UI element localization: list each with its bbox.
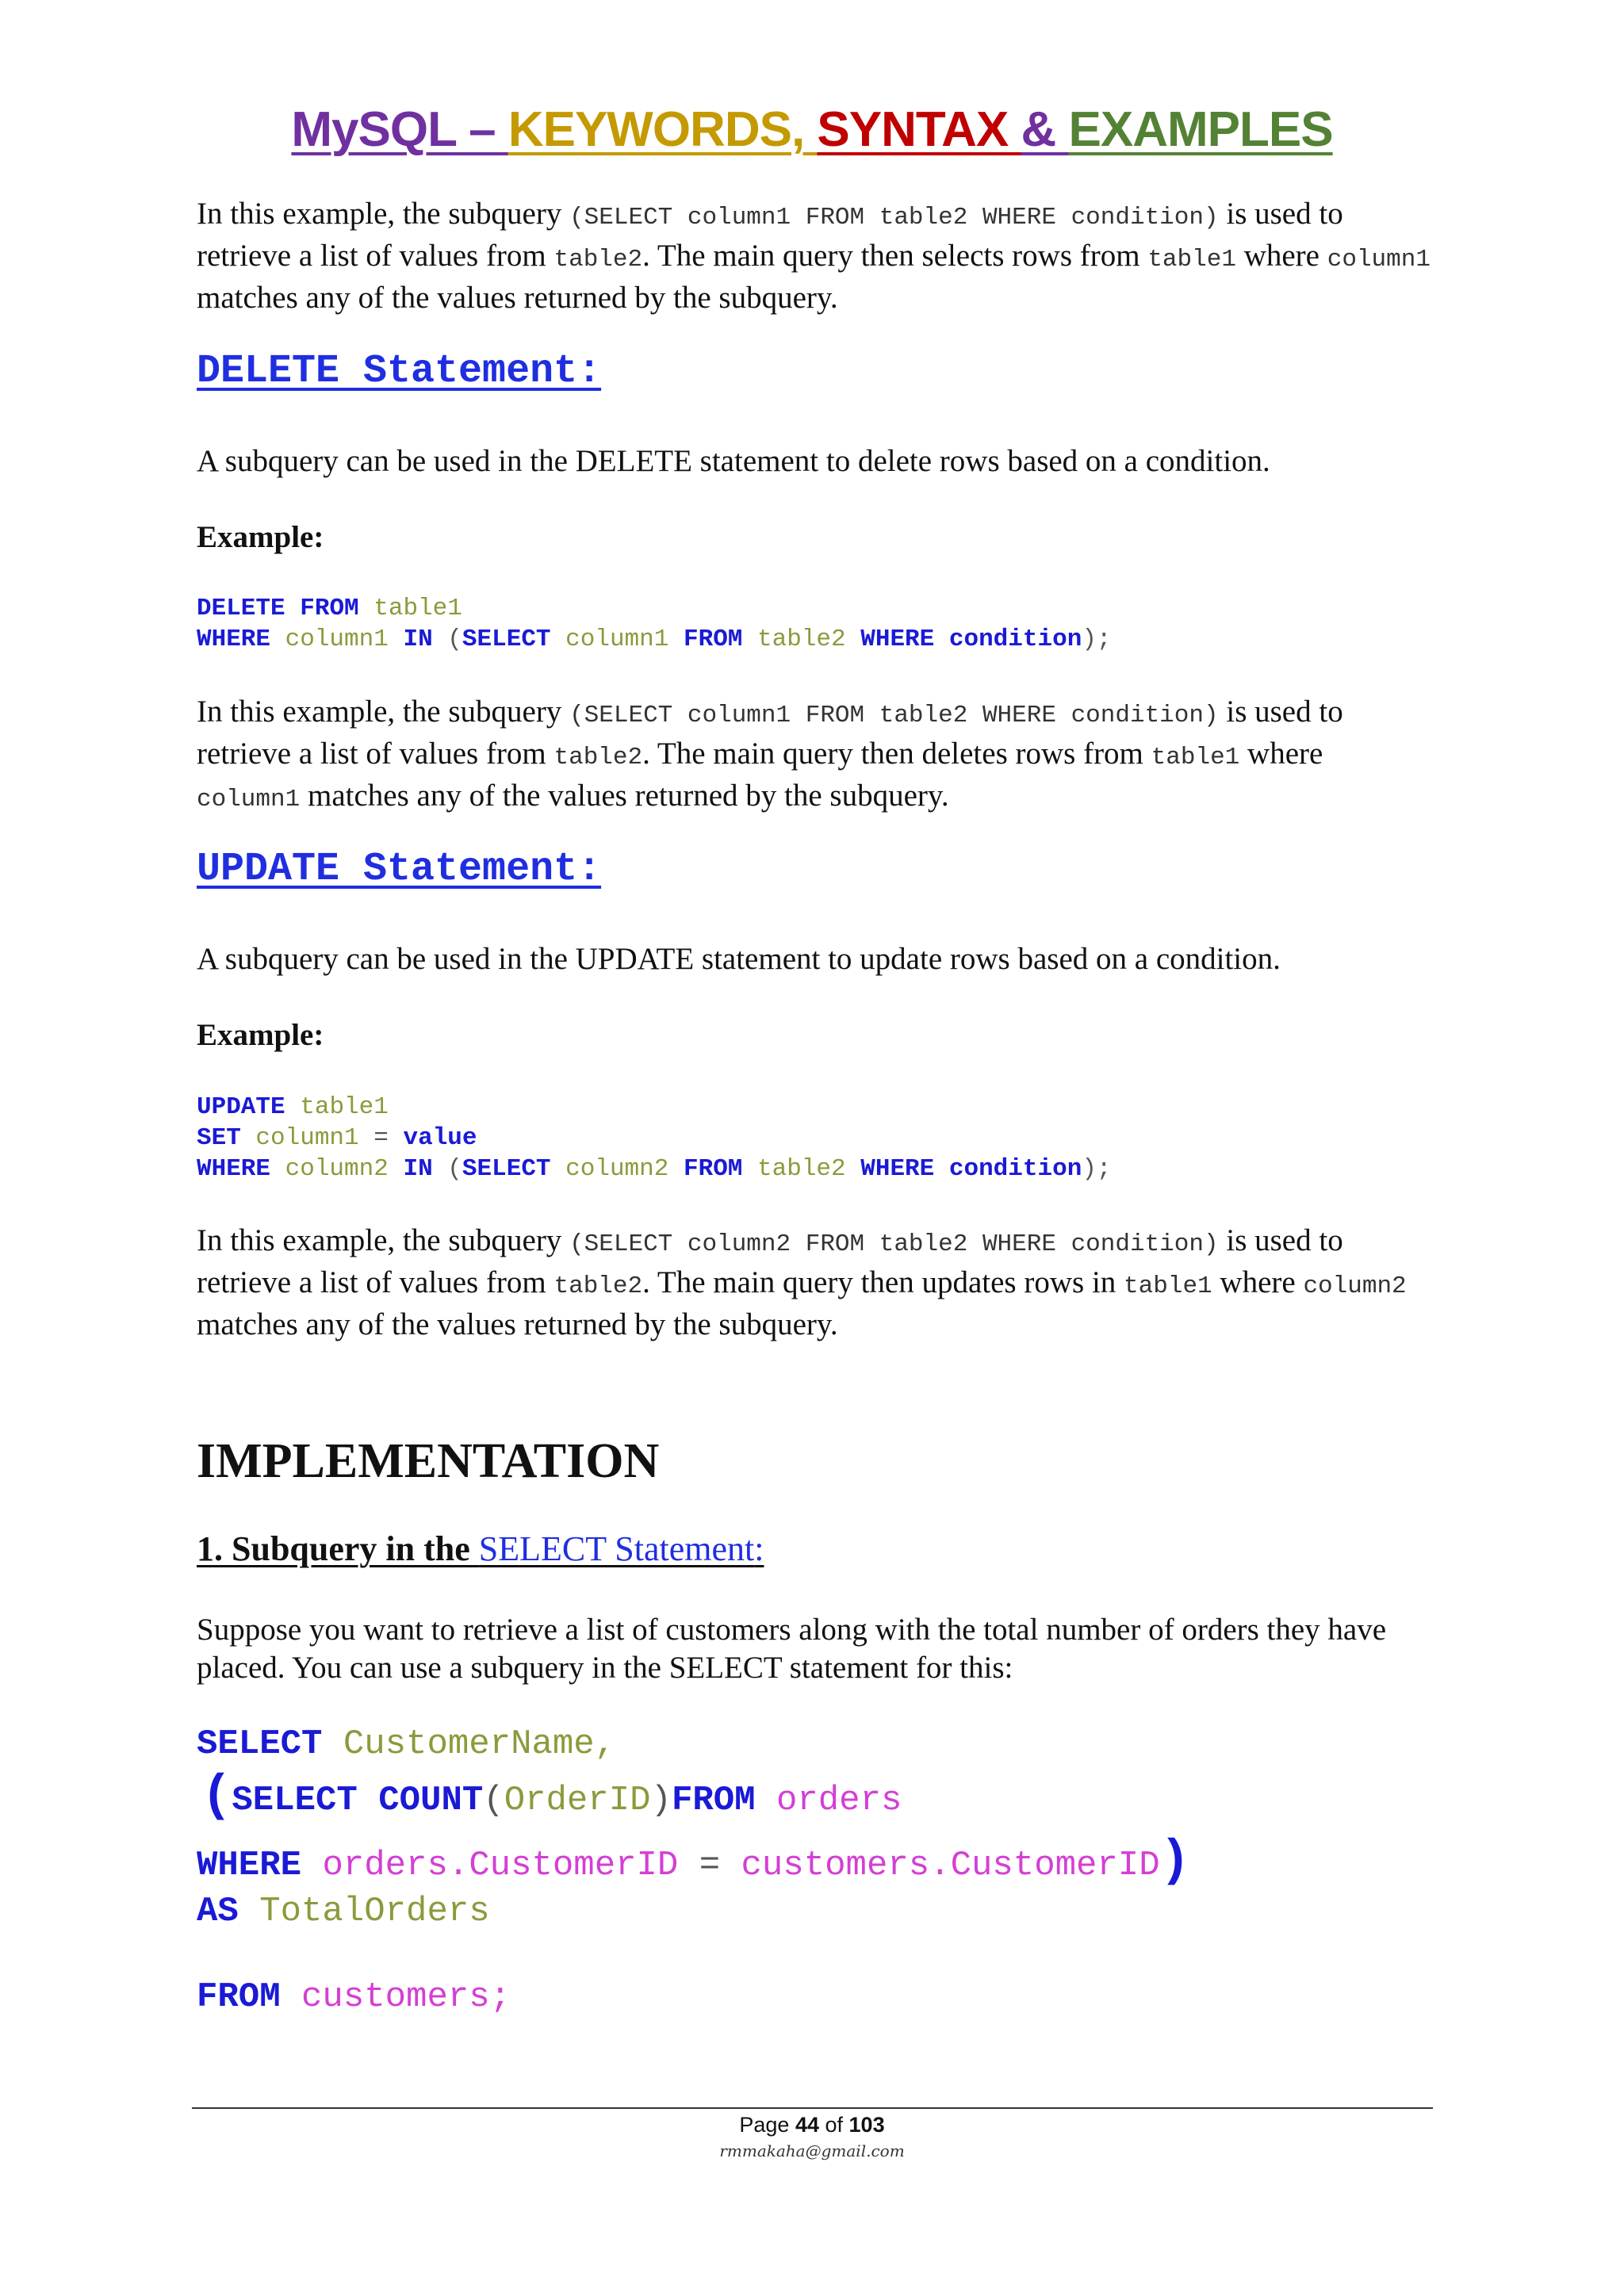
impl-code-line-2: (SELECT COUNT(OrderID)FROM orders xyxy=(201,1768,902,1825)
impl-code-line-1: SELECT CustomerName, xyxy=(197,1724,616,1764)
update-heading: UPDATE Statement: xyxy=(197,847,602,892)
impl-code-line-3: WHERE orders.CustomerID = customers.CustomerID) xyxy=(197,1833,1191,1890)
delete-explanation: In this example, the subquery (SELECT column1 FROM table2 WHERE condition) is used to retrieve a list of values from table2. The main query then deletes rows from table1 where column1 matches any of the values returned by the subquery. xyxy=(197,695,1343,813)
update-code-block: UPDATE table1 SET column1 = value WHERE column2 IN (SELECT column2 FROM table2 WHERE condition); xyxy=(197,1093,1112,1183)
select-statement-link[interactable]: SELECT Statement xyxy=(478,1529,755,1568)
update-example-label: Example: xyxy=(197,1018,324,1052)
footer-divider xyxy=(192,2107,1433,2109)
title-examples: EXAMPLES xyxy=(1068,102,1333,157)
impl-code-line-4: AS TotalOrders xyxy=(197,1892,490,1931)
delete-heading: DELETE Statement: xyxy=(197,349,602,394)
page-title xyxy=(0,101,1624,158)
title-syntax: SYNTAX xyxy=(817,102,1021,157)
intro-paragraph: In this example, the subquery (SELECT column1 FROM table2 WHERE condition) is used to retrieve a list of values from table2. The main query then selects rows from table1 where column1 matches any of the values returned by the subquery. xyxy=(197,197,1431,315)
footer-email: rmmakaha@gmail.com xyxy=(719,2141,905,2160)
page-number: Page 44 of 103 xyxy=(739,2113,885,2137)
implementation-description: Suppose you want to retrieve a list of customers along with the total number of orders they have placed. You can use a subquery in the SELECT statement for this: xyxy=(197,1613,1387,1685)
title-ampersand: & xyxy=(1021,102,1069,157)
update-explanation: In this example, the subquery (SELECT column2 FROM table2 WHERE condition) is used to retrieve a list of values from table2. The main query then updates rows in table1 where column2 matches any of the values returned by the subquery. xyxy=(197,1223,1407,1341)
delete-description: A subquery can be used in the DELETE statement to delete rows based on a condition. xyxy=(197,444,1270,478)
delete-example-label: Example: xyxy=(197,520,324,554)
impl-code-line-5: FROM customers; xyxy=(197,1977,511,2017)
delete-code-block: DELETE FROM table1 WHERE column1 IN (SELECT column1 FROM table2 WHERE condition); xyxy=(197,595,1112,653)
update-description: A subquery can be used in the UPDATE statement to update rows based on a condition. xyxy=(197,942,1281,976)
title-mysql: MySQL – xyxy=(291,102,508,157)
implementation-heading: IMPLEMENTATION xyxy=(197,1434,660,1488)
implementation-subheading: 1. Subquery in the SELECT Statement: xyxy=(197,1529,764,1568)
title-keywords: KEYWORDS, xyxy=(508,102,818,157)
